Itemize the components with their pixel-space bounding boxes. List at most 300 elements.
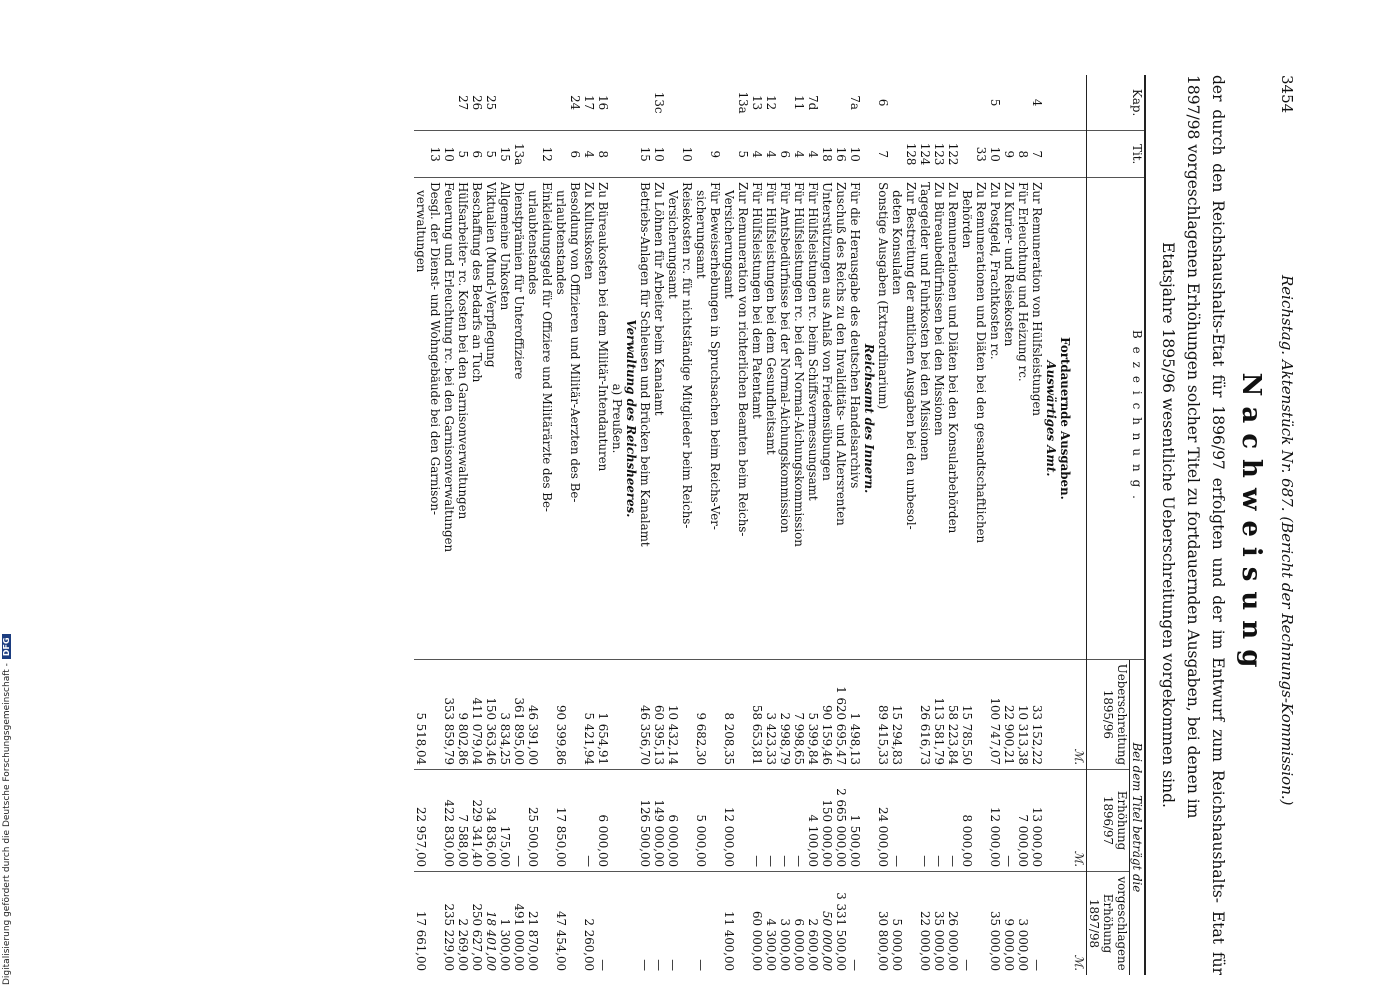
cell-ueberschreitung: 5 518,04 [414, 659, 428, 769]
cell-kap [820, 75, 834, 131]
cell-erhoehung: 25 500,00 [526, 770, 540, 872]
cell-vorgeschlagen [708, 872, 722, 975]
cell-tit: 10 [848, 131, 862, 178]
section-row [1058, 75, 1072, 975]
cell-ueberschreitung: 361 895,00 [512, 659, 526, 769]
cell-ueberschreitung: 10 313,38 [1016, 659, 1030, 769]
table-row [820, 75, 834, 975]
cell-ueberschreitung [974, 659, 988, 769]
cell-tit: 4 [806, 131, 820, 178]
cell-kap: 5 [988, 75, 1002, 131]
cell-vorgeschlagen [680, 872, 694, 975]
cell-vorgeschlagen [428, 872, 442, 975]
cell-bezeichnung: Zu Büreaukosten bei dem Militär-Intendanturen [596, 178, 610, 660]
cell-erhoehung: 175,00 [498, 770, 512, 872]
cell-kap [540, 75, 554, 131]
cell-vorgeschlagen: 17 661,00 [414, 910, 428, 971]
cell-kap [932, 75, 946, 131]
cell-tit: 15 [638, 131, 652, 178]
cell-bezeichnung: Zu Remunerationen und Diäten bei den Konsularbehörden [946, 178, 960, 660]
cell-bezeichnung: Sonstige Ausgaben (Extraordinarium) [876, 178, 890, 660]
cell-kap: 6 [876, 75, 890, 131]
cell-vorgeschlagen: 250 627,00 [470, 903, 484, 971]
header-tit: Tit. [1087, 131, 1146, 178]
cell-erhoehung [904, 770, 918, 872]
cell-kap: 13a [736, 75, 750, 131]
cell-bezeichnung: Feuerung und Erleuchtung rc. bei den Garnisonverwaltungen [442, 178, 456, 660]
table-row [904, 75, 918, 975]
unit-col3: ℳ. [1072, 954, 1086, 971]
cell-ueberschreitung: 15 294,83 [890, 659, 904, 769]
rotated-document-sheet [196, 75, 1296, 975]
cell-bezeichnung: Unterstützungen aus Anlaß von Friedensübungen [820, 178, 834, 660]
cell-bezeichnung: Zu Büreaubedürfnissen bei den Missionen [932, 178, 946, 660]
cell-ueberschreitung: 150 363,46 [484, 659, 498, 769]
cell-bezeichnung: Versicherungsamt [666, 178, 680, 660]
cell-vorgeschlagen: 35 000,00 [988, 910, 1002, 971]
cell-bezeichnung: Zur Bestreitung der amtlichen Ausgaben bei den unbesol- [904, 178, 918, 660]
cell-vorgeschlagen: 3 000,00 [778, 918, 792, 971]
cell-kap [638, 75, 652, 131]
cell-kap: 4 [1030, 75, 1044, 131]
table-row [806, 75, 820, 975]
cell-erhoehung: 149 000,00 [652, 770, 666, 872]
page-header [1272, 75, 1296, 975]
cell-erhoehung: 6 000,00 [596, 770, 610, 872]
cell-vorgeschlagen: 6 000,00 [792, 918, 806, 971]
cell-kap [680, 75, 694, 131]
cell-tit: 33 [974, 131, 988, 178]
cell-vorgeschlagen: — [652, 959, 666, 971]
cell-kap [442, 75, 456, 131]
cell-vorgeschlagen: 491 000,00 [512, 903, 526, 971]
cell-kap [526, 75, 540, 131]
cell-ueberschreitung: 15 785,50 [960, 659, 974, 769]
section-auswaertiges-amt: Auswärtiges Amt. [1044, 178, 1058, 660]
cell-erhoehung: 13 000,00 [1030, 770, 1044, 872]
cell-tit [722, 131, 736, 178]
cell-bezeichnung: Für Beweiserhebungen in Spruchsachen beim Reichs-Ver- [708, 178, 722, 660]
cell-kap [512, 75, 526, 131]
table-row [428, 75, 442, 975]
cell-ueberschreitung: 1 620 695,47 [834, 659, 848, 769]
cell-erhoehung: 150 000,00 [820, 770, 834, 872]
cell-tit: 7 [876, 131, 890, 178]
cell-ueberschreitung [680, 659, 694, 769]
cell-erhoehung [680, 770, 694, 872]
table-row [568, 75, 582, 975]
cell-ueberschreitung: 3 834,25 [498, 659, 512, 769]
cell-bezeichnung: Viktualien (Mund-)Verpflegung [484, 178, 498, 660]
cell-erhoehung: 24 000,00 [876, 770, 890, 872]
table-row [960, 75, 974, 975]
cell-bezeichnung: Tagegelder und Fuhrkosten bei den Missionen [918, 178, 932, 660]
cell-kap [498, 75, 512, 131]
table-row [498, 75, 512, 975]
cell-tit: 4 [750, 131, 764, 178]
cell-tit: 16 [834, 131, 848, 178]
cell-tit: 9 [1002, 131, 1016, 178]
table-row [652, 75, 666, 975]
header-col3: vorgeschlagene Erhöhung 1897/98 [1087, 872, 1130, 975]
cell-tit: 13 [428, 131, 442, 178]
cell-ueberschreitung: 90 159,46 [820, 659, 834, 769]
cell-erhoehung: 6 000,00 [666, 770, 680, 872]
cell-bezeichnung: Einkleidungsgeld für Offiziere und Militärärzte des Be- [540, 178, 554, 660]
cell-tit: 6 [778, 131, 792, 178]
cell-erhoehung: — [764, 770, 778, 872]
cell-erhoehung: — [750, 770, 764, 872]
cell-bezeichnung: Allgemeine Unkosten [498, 178, 512, 660]
table-row [484, 75, 498, 975]
cell-vorgeschlagen: 26 000,00 [946, 910, 960, 971]
cell-vorgeschlagen: 2 269,00 [456, 918, 470, 971]
table-row [722, 75, 736, 975]
cell-vorgeschlagen [736, 872, 750, 975]
cell-vorgeschlagen: — [596, 959, 610, 971]
cell-erhoehung: 17 850,00 [554, 770, 568, 872]
cell-bezeichnung: Betriebs-Anlagen für Schleusen und Brücken beim Kanalamt [638, 178, 652, 660]
cell-bezeichnung: Beschaffung des Bedarfs an Tuch [470, 178, 484, 660]
cell-tit [526, 131, 540, 178]
cell-ueberschreitung: 33 152,22 [1030, 659, 1044, 769]
table-row [918, 75, 932, 975]
cell-kap: 12 [764, 75, 778, 131]
cell-ueberschreitung: 2 998,79 [778, 659, 792, 769]
cell-ueberschreitung: 5 421,94 [582, 659, 596, 769]
cell-erhoehung: 12 000,00 [722, 770, 736, 872]
cell-bezeichnung: Für Erleuchtung und Heizung rc. [1016, 178, 1030, 660]
cell-kap: 11 [792, 75, 806, 131]
table-row [848, 75, 862, 975]
cell-kap [414, 75, 428, 131]
cell-bezeichnung: sicherungsamt [694, 178, 708, 660]
cell-kap: 7a [848, 75, 862, 131]
unit-row [1072, 75, 1087, 975]
cell-erhoehung: 422 830,00 [442, 770, 456, 872]
cell-tit [666, 131, 680, 178]
cell-kap: 24 [568, 75, 582, 131]
cell-bezeichnung: Für die Herausgabe des deutschen Handelsarchivs [848, 178, 862, 660]
table-row [666, 75, 680, 975]
cell-vorgeschlagen: 1 300,00 [498, 918, 512, 971]
dfg-logo: DFG [2, 634, 11, 659]
cell-kap [554, 75, 568, 131]
header-bezeichnung: Bezeichnung. [1087, 178, 1146, 660]
subtitle-line-2: Etat für 1897/98 vorgeschlagenen Erhöhungen solcher Titel zu fortdauernden Ausgaben, bei denen im [1184, 75, 1227, 975]
cell-erhoehung [428, 770, 442, 872]
cell-ueberschreitung: 1 498,13 [848, 659, 862, 769]
cell-bezeichnung: urlaubtenstandes [554, 178, 568, 660]
cell-ueberschreitung: 9 802,86 [456, 659, 470, 769]
cell-tit: 9 [708, 131, 722, 178]
cell-erhoehung: — [946, 770, 960, 872]
cell-kap [946, 75, 960, 131]
table-body [414, 75, 1087, 975]
cell-erhoehung: — [1002, 770, 1016, 872]
table-row [1030, 75, 1044, 975]
cell-tit: 13a [512, 131, 526, 178]
cell-bezeichnung: Für Hülfsleistungen rc. beim Schiffsvermessungsamt [806, 178, 820, 660]
cell-erhoehung: — [778, 770, 792, 872]
header-group: Bei dem Titel beträgt die [1130, 659, 1146, 975]
cell-ueberschreitung: 58 653,81 [750, 659, 764, 769]
cell-vorgeschlagen: — [694, 959, 708, 971]
cell-tit: 8 [1016, 131, 1030, 178]
cell-erhoehung: 1 500,00 [848, 770, 862, 872]
cell-erhoehung: — [932, 770, 946, 872]
table-row [694, 75, 708, 975]
cell-erhoehung [568, 770, 582, 872]
cell-ueberschreitung: 26 616,73 [918, 659, 932, 769]
cell-erhoehung: — [890, 770, 904, 872]
cell-vorgeschlagen: 3 331 500,00 [834, 892, 848, 971]
cell-vorgeschlagen: — [848, 959, 862, 971]
cell-bezeichnung: Für Hülfsleistungen bei dem Patentamt [750, 178, 764, 660]
table-row [638, 75, 652, 975]
cell-kap [428, 75, 442, 131]
table-row [932, 75, 946, 975]
cell-tit: 123 [932, 131, 946, 178]
cell-erhoehung: — [512, 770, 526, 872]
cell-tit: 5 [736, 131, 750, 178]
cell-ueberschreitung: 46 391,00 [526, 659, 540, 769]
cell-kap [778, 75, 792, 131]
table-row [1002, 75, 1016, 975]
cell-vorgeschlagen: 21 870,00 [526, 910, 540, 971]
table-row [554, 75, 568, 975]
cell-kap: 16 [596, 75, 610, 131]
cell-tit: 10 [652, 131, 666, 178]
cell-ueberschreitung: 58 223,84 [946, 659, 960, 769]
table-row [456, 75, 470, 975]
cell-erhoehung: — [582, 770, 596, 872]
cell-vorgeschlagen: 5 000,00 [890, 918, 904, 971]
cell-bezeichnung: Zur Remuneration von Hülfsleistungen [1030, 178, 1044, 660]
cell-bezeichnung: Behörden [960, 178, 974, 660]
cell-ueberschreitung: 22 900,21 [1002, 659, 1016, 769]
cell-vorgeschlagen: — [1030, 959, 1044, 971]
cell-bezeichnung: Zuschuß des Reichs zu den Invaliditäts- und Altersrenten [834, 178, 848, 660]
cell-kap [890, 75, 904, 131]
cell-ueberschreitung: 60 395,13 [652, 659, 666, 769]
cell-bezeichnung: Für Hülfsleistungen bei dem Gesundheitsamt [764, 178, 778, 660]
cell-kap [722, 75, 736, 131]
cell-vorgeschlagen: 30 800,00 [876, 910, 890, 971]
cell-erhoehung: 7 588,00 [456, 770, 470, 872]
cell-vorgeschlagen: 2 600,00 [806, 918, 820, 971]
cell-ueberschreitung: 9 682,30 [694, 659, 708, 769]
cell-kap: 25 [484, 75, 498, 131]
table-row [988, 75, 1002, 975]
cell-tit [554, 131, 568, 178]
cell-ueberschreitung: 3 423,33 [764, 659, 778, 769]
unit-col2: ℳ. [1072, 770, 1087, 872]
table-row [708, 75, 722, 975]
cell-erhoehung: 5 000,00 [694, 770, 708, 872]
table-row [1016, 75, 1030, 975]
cell-erhoehung: — [792, 770, 806, 872]
cell-tit: 10 [988, 131, 1002, 178]
cell-bezeichnung: Reisekosten rc. für nichtständige Mitglieder beim Reichs- [680, 178, 694, 660]
cell-erhoehung: 2 665 000,00 [834, 770, 848, 872]
cell-bezeichnung: Zu Remunerationen und Diäten bei den gesandtschaftlichen [974, 178, 988, 660]
cell-erhoehung: 12 000,00 [988, 770, 1002, 872]
document-subtitle [1155, 75, 1230, 975]
cell-ueberschreitung [540, 659, 554, 769]
footer-text: Digitalisierung gefördert durch die Deutsche Forschungsgemeinschaft - [2, 663, 12, 985]
cell-bezeichnung: Versicherungsamt [722, 178, 736, 660]
cell-bezeichnung: verwaltungen [414, 178, 428, 660]
cell-ueberschreitung [428, 659, 442, 769]
table-row [764, 75, 778, 975]
cell-bezeichnung: urlaubtenstandes [526, 178, 540, 660]
cell-bezeichnung: Desgl. der Dienst- und Wohngebäude bei den Garnison- [428, 178, 442, 660]
cell-ueberschreitung: 353 859,79 [442, 659, 456, 769]
table-row [974, 75, 988, 975]
cell-erhoehung [708, 770, 722, 872]
cell-bezeichnung: Hülfsarbeiter- rc. Kosten bei den Garnisonverwaltungen [456, 178, 470, 660]
cell-tit: 10 [680, 131, 694, 178]
cell-erhoehung: 22 957,00 [414, 770, 428, 872]
cell-tit: 8 [596, 131, 610, 178]
cell-tit: 4 [582, 131, 596, 178]
section-row [610, 75, 624, 975]
cell-tit: 7 [1030, 131, 1044, 178]
cell-ueberschreitung: 8 208,35 [722, 659, 736, 769]
running-title: Reichstag. Aktenstück Nr. 687. (Bericht der Rechnungs-Kommission.) [1278, 275, 1296, 806]
cell-tit: 15 [498, 131, 512, 178]
table-head [1087, 75, 1146, 975]
cell-erhoehung: 34 836,00 [484, 770, 498, 872]
cell-tit: 6 [568, 131, 582, 178]
cell-ueberschreitung: 90 399,86 [554, 659, 568, 769]
table-row [512, 75, 526, 975]
cell-kap [666, 75, 680, 131]
cell-ueberschreitung: 113 581,79 [932, 659, 946, 769]
cell-vorgeschlagen [540, 872, 554, 975]
document-title: Nachweisung [1236, 372, 1266, 678]
cell-kap: 27 [456, 75, 470, 131]
cell-vorgeschlagen: — [638, 959, 652, 971]
table-row [442, 75, 456, 975]
cell-bezeichnung: deten Konsulaten [890, 178, 904, 660]
cell-bezeichnung: Zu Postgeld, Frachtkosten rc. [988, 178, 1002, 660]
cell-kap [834, 75, 848, 131]
cell-erhoehung: 126 500,00 [638, 770, 652, 872]
table-row [582, 75, 596, 975]
cell-kap [708, 75, 722, 131]
cell-kap: 13c [652, 75, 666, 131]
cell-vorgeschlagen: 4 300,00 [764, 918, 778, 971]
table-row [750, 75, 764, 975]
digitization-footer [2, 605, 14, 985]
cell-tit: 4 [792, 131, 806, 178]
cell-bezeichnung: Für Hülfsleistungen rc. bei der Normal-Aichungskommission [792, 178, 806, 660]
subtitle-line-1: der durch den Reichshaushalts-Etat für 1896/97 erfolgten und der im Entwurf zum Reichshaushalts- [1209, 75, 1227, 904]
cell-vorgeschlagen [904, 872, 918, 975]
cell-ueberschreitung: 7 998,65 [792, 659, 806, 769]
table-head-row [1130, 75, 1146, 975]
table-row [834, 75, 848, 975]
cell-ueberschreitung: 5 399,84 [806, 659, 820, 769]
cell-erhoehung: 7 000,00 [1016, 770, 1030, 872]
cell-ueberschreitung [708, 659, 722, 769]
cell-vorgeschlagen: 50 000,00 [820, 910, 834, 971]
cell-tit: 12 [540, 131, 554, 178]
table-row [778, 75, 792, 975]
cell-vorgeschlagen: 9 000,00 [1002, 918, 1016, 971]
cell-tit [960, 131, 974, 178]
cell-erhoehung: 4 100,00 [806, 770, 820, 872]
cell-tit: 18 [820, 131, 834, 178]
cell-bezeichnung: Zu Kurier- und Reisekosten [1002, 178, 1016, 660]
table-row [680, 75, 694, 975]
cell-vorgeschlagen: — [960, 959, 974, 971]
cell-erhoehung: — [918, 770, 932, 872]
table-row [414, 75, 428, 975]
cell-tit [414, 131, 428, 178]
table-row [526, 75, 540, 975]
table-row [890, 75, 904, 975]
cell-kap [1002, 75, 1016, 131]
cell-tit: 10 [442, 131, 456, 178]
expenditure-table [414, 75, 1146, 975]
cell-vorgeschlagen: 18 401,00 [484, 910, 498, 971]
cell-ueberschreitung: 411 079,04 [470, 659, 484, 769]
cell-vorgeschlagen: 47 454,00 [554, 910, 568, 971]
cell-kap: 26 [470, 75, 484, 131]
header-kap: Kap. [1087, 75, 1146, 131]
cell-ueberschreitung [568, 659, 582, 769]
cell-kap [960, 75, 974, 131]
section-row [1044, 75, 1058, 975]
cell-vorgeschlagen: 60 000,00 [750, 910, 764, 971]
cell-kap [1016, 75, 1030, 131]
cell-kap [694, 75, 708, 131]
section-reichsheer: Verwaltung des Reichsheeres. [624, 178, 638, 660]
cell-tit [694, 131, 708, 178]
cell-ueberschreitung: 46 356,70 [638, 659, 652, 769]
section-row [862, 75, 876, 975]
header-col1: Ueberschreitung 1895/96 [1087, 659, 1130, 769]
table-row [736, 75, 750, 975]
cell-vorgeschlagen: 22 000,00 [918, 910, 932, 971]
cell-kap: 7d [806, 75, 820, 131]
cell-kap: 13 [750, 75, 764, 131]
cell-erhoehung: 229 341,40 [470, 770, 484, 872]
cell-vorgeschlagen [974, 872, 988, 975]
cell-bezeichnung: Dienstprämien für Unteroffiziere [512, 178, 526, 660]
cell-bezeichnung: Zu Löhnen für Arbeiter beim Kanalamt [652, 178, 666, 660]
cell-tit: 5 [456, 131, 470, 178]
cell-bezeichnung: Besoldung von Offizieren und Militär-Aerzten des Be- [568, 178, 582, 660]
page-number: 3454 [1278, 75, 1296, 114]
table-row [876, 75, 890, 975]
cell-tit: 122 [946, 131, 960, 178]
cell-vorgeschlagen [568, 872, 582, 975]
section-preussen: a) Preußen. [610, 178, 624, 660]
cell-tit: 124 [918, 131, 932, 178]
cell-kap: 17 [582, 75, 596, 131]
cell-ueberschreitung [736, 659, 750, 769]
cell-ueberschreitung [904, 659, 918, 769]
cell-vorgeschlagen: 3 000,00 [1016, 918, 1030, 971]
cell-bezeichnung: Zur Remuneration von richterlichen Beamten beim Reichs- [736, 178, 750, 660]
cell-vorgeschlagen: 2 260,00 [582, 918, 596, 971]
cell-kap [918, 75, 932, 131]
cell-erhoehung [540, 770, 554, 872]
